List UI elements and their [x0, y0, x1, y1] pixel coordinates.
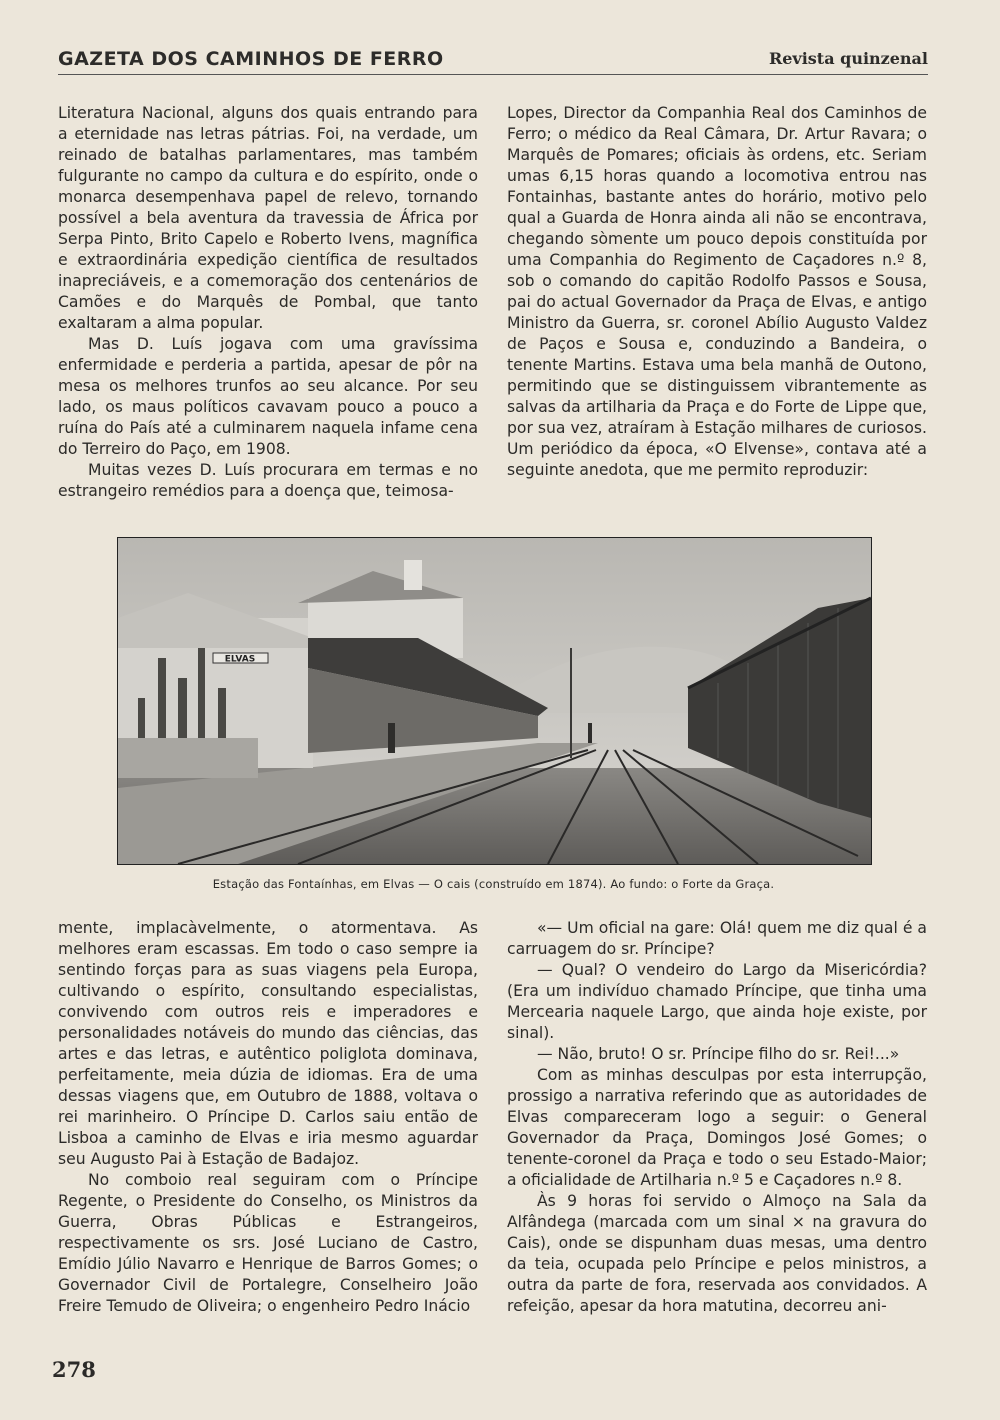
- article-column-bottom-right: [507, 918, 927, 1317]
- paragraph: Muitas vezes D. Luís procurara em termas e no estrangeiro remédios para a doença que, teimosa-: [58, 461, 478, 500]
- paragraph: Com as minhas desculpas por esta interrupção, prossigo a narrativa referindo que as autoridades de Elvas compareceram logo a seguir: o General Governador da Praça, Domingos José Gomes; o tenente-coronel da Praça e todo o seu Estado-Maior; a oficialidade de Artilharia n.º 5 e Caçadores n.º 8.: [507, 1066, 927, 1189]
- running-header: [58, 48, 928, 75]
- station-photograph: [117, 537, 872, 865]
- page-number: 278: [52, 1357, 96, 1382]
- paragraph: Às 9 horas foi servido o Almoço na Sala da Alfândega (marcada com um sinal × na gravura do Cais), onde se dispunham duas mesas, uma dentro da teia, ocupada pelo Príncipe e pelos ministros, a outra da parte de fora, reservada aos convidados. A refeição, apesar da hora matutina, decorreu ani-: [507, 1192, 927, 1315]
- paragraph: No comboio real seguiram com o Príncipe Regente, o Presidente do Conselho, os Ministros da Guerra, Obras Públicas e Estrangeiros, respectivamente os srs. José Luciano de Castro, Emídio Júlio Navarro e Henrique de Barros Gomes; o Governador Civil de Portalegre, Conselheiro João Freire Temudo de Oliveira; o engenheiro Pedro Inácio: [58, 1171, 478, 1315]
- photo-caption: Estação das Fontaínhas, em Elvas — O cais (construído em 1874). Ao fundo: o Forte da Graça.: [212, 877, 775, 891]
- paragraph: — Não, bruto! O sr. Príncipe filho do sr. Rei!...»: [537, 1045, 900, 1063]
- journal-subtitle: Revista quinzenal: [768, 49, 928, 68]
- paragraph: Mas D. Luís jogava com uma gravíssima enfermidade e perderia a partida, apesar de pôr na mesa os melhores trunfos ao seu alcance. Por seu lado, os maus políticos cavavam pouco a pouco a ruína do País até a culminarem naquela infame cena do Terreiro do Paço, em 1908.: [58, 335, 478, 458]
- paragraph: Literatura Nacional, alguns dos quais entrando para a eternidade nas letras pátrias. Foi, na verdade, um reinado de batalhas parlamentares, mas também fulgurante no campo da cultura e do espírito, onde o monarca desempenhava papel de relevo, tornando possível a bela aventura da travessia de África por Serpa Pinto, Brito Capelo e Roberto Ivens, magnífica e extraordinária expedição científica de resultados inapreciáveis, e a comemoração dos centenários de Camões e do Marquês de Pombal, que tanto exaltaram a alma popular.: [58, 104, 478, 332]
- journal-title: GAZETA DOS CAMINHOS DE FERRO: [58, 48, 444, 70]
- paragraph: — Qual? O vendeiro do Largo da Misericórdia? (Era um indivíduo chamado Príncipe, que tinha uma Mercearia naquele Largo, que ainda hoje existe, por sinal).: [507, 961, 927, 1042]
- paragraph: «— Um oficial na gare: Olá! quem me diz qual é a carruagem do sr. Príncipe?: [507, 919, 927, 958]
- elvas-station-sign: ELVAS: [224, 654, 256, 665]
- paragraph: mente, implacàvelmente, o atormentava. As melhores eram escassas. Em todo o caso sempre ia sentindo forças para as suas viagens pela Europa, cultivando o espírito, consultando especialistas, convivendo com outros reis e imperadores e personalidades notáveis do mundo das ciências, das artes e das letras, e autêntico poliglota dominava, perfeitamente, meia dúzia de idiomas. Era de uma dessas viagens que, em Outubro de 1888, voltava o rei marinheiro. O Príncipe D. Carlos saiu então de Lisboa a caminho de Elvas e iria mesmo aguardar seu Augusto Pai à Estação de Badajoz.: [58, 919, 478, 1168]
- article-column-top-right: [507, 103, 927, 481]
- paragraph: Lopes, Director da Companhia Real dos Caminhos de Ferro; o médico da Real Câmara, Dr. Artur Ravara; o Marquês de Pomares; oficiais às ordens, etc. Seriam umas 6,15 horas quando a locomotiva entrou nas Fontainhas, bastante antes do horário, motivo pelo qual a Guarda de Honra ainda ali não se encontrava, chegando sòmente um pouco depois constituída por uma Companhia do Regimento de Caçadores n.º 8, sob o comando do capitão Rodolfo Passos e Sousa, pai do actual Governador da Praça de Elvas, e antigo Ministro da Guerra, sr. coronel Abílio Augusto Valdez de Paços e Sousa e, conduzindo a Bandeira, o tenente Martins. Estava uma bela manhã de Outono, permitindo que se distinguissem vibrantemente as salvas da artilharia da Praça e do Forte de Lippe que, por sua vez, atraíram à Estação milhares de curiosos. Um periódico da época, «O Elvense», contava até a seguinte anedota, que me permito reproduzir:: [507, 104, 927, 479]
- article-column-top-left: [58, 103, 478, 502]
- article-column-bottom-left: [58, 918, 478, 1317]
